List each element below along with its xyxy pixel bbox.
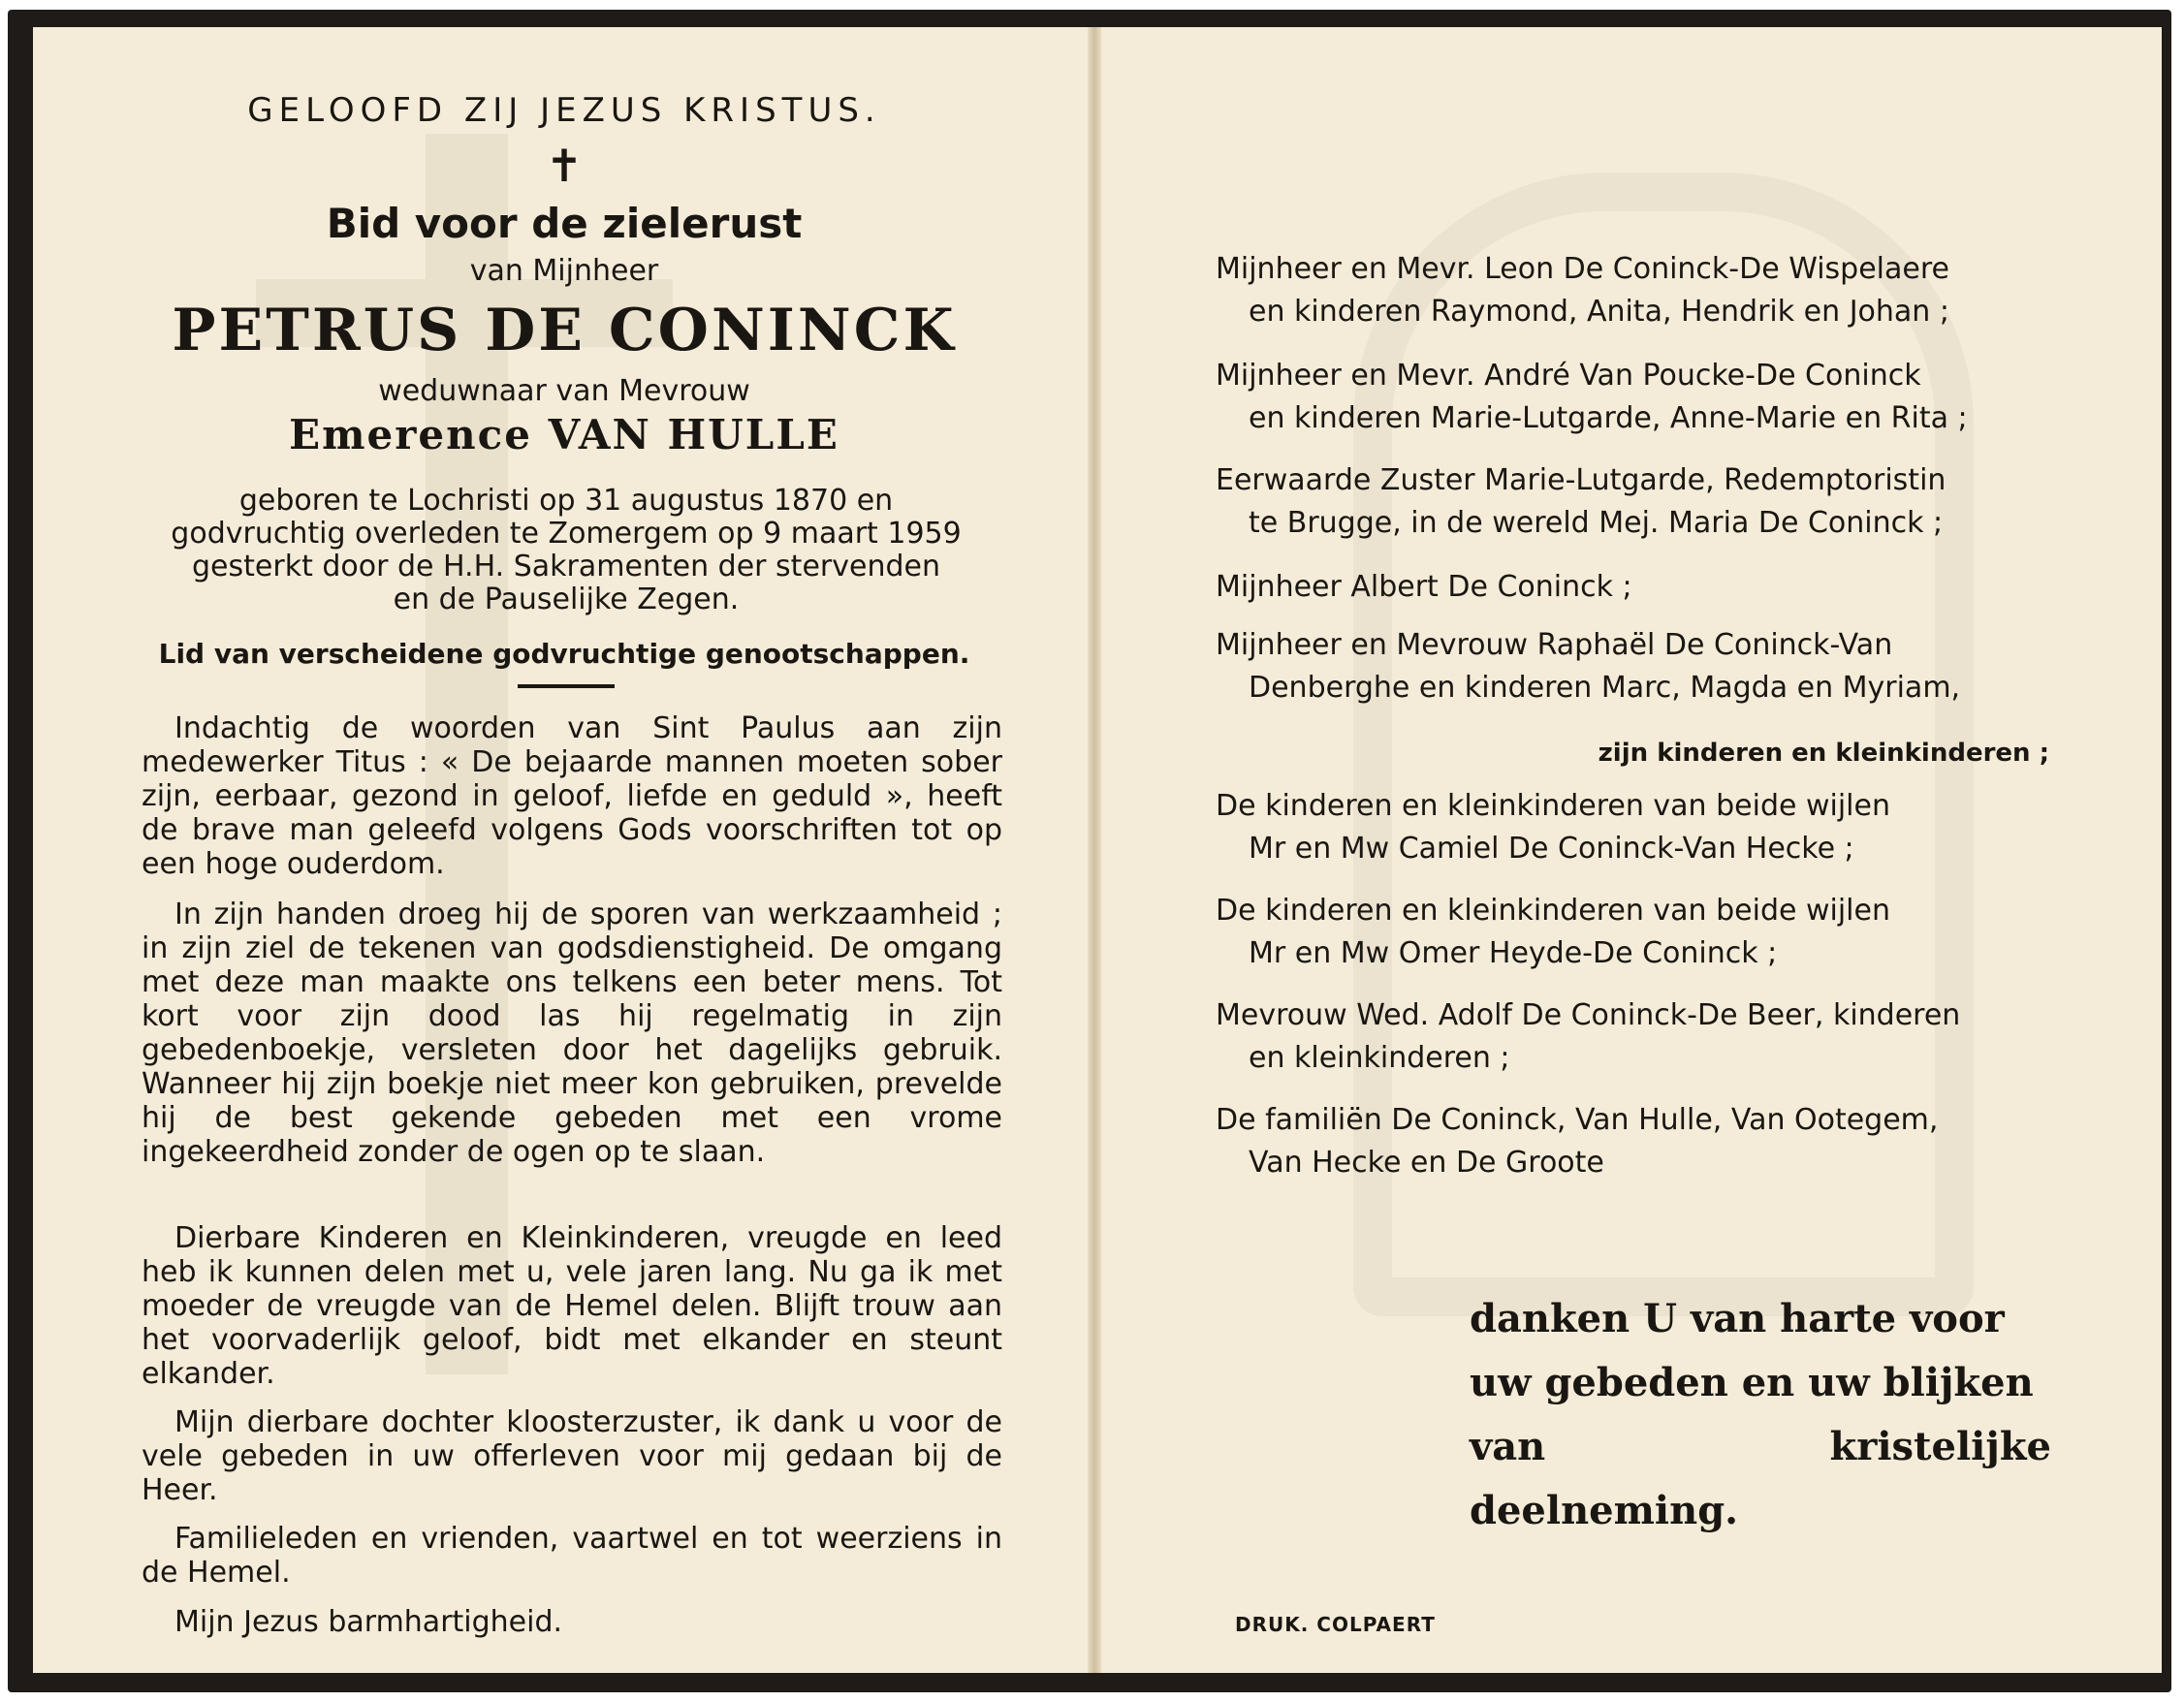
children-note: zijn kinderen en kleinkinderen ; xyxy=(1598,739,2049,768)
paragraph: Mijn Jezus barmhartigheid. xyxy=(174,1605,563,1639)
family-entry xyxy=(1216,890,2049,975)
family-line: Denberghe en kinderen Marc, Magda en Myriam, xyxy=(1249,671,1961,705)
right-page xyxy=(1101,27,2162,1673)
family-line: Van Hecke en De Groote xyxy=(1249,1146,1604,1180)
thanks-block xyxy=(1470,1287,2051,1543)
spouse-name: Emerence VAN HULLE xyxy=(289,411,839,458)
family-line: Mijnheer Albert De Coninck ; xyxy=(1216,570,1632,604)
family-line: De kinderen en kleinkinderen van beide wijlen xyxy=(1216,894,1890,928)
family-line: en kleinkinderen ; xyxy=(1249,1041,1510,1075)
memorial-card xyxy=(8,10,2171,1692)
family-line: en kinderen Marie-Lutgarde, Anne-Marie en Rita ; xyxy=(1249,401,1968,435)
family-entry xyxy=(1216,785,2049,870)
family-line: Mijnheer en Mevr. André Van Poucke-De Coninck xyxy=(1216,359,1921,393)
card-fold xyxy=(1088,27,1101,1673)
family-line: Mevrouw Wed. Adolf De Coninck-De Beer, kinderen xyxy=(1216,998,1961,1032)
thanks-line: danken U van harte voor xyxy=(1470,1296,2005,1341)
family-entry xyxy=(1216,624,2049,709)
paragraph: Mijn dierbare dochter kloosterzuster, ik dank u voor de vele gebeden in uw offerleven voor mij gedaan bij de Heer. xyxy=(142,1405,1002,1507)
family-line: Mijnheer en Mevrouw Raphaël De Coninck-Van xyxy=(1216,628,1893,662)
family-line: Mr en Mw Omer Heyde-De Coninck ; xyxy=(1249,936,1778,970)
prayer-title: Bid voor de zielerust xyxy=(326,200,803,247)
family-line: Mr en Mw Camiel De Coninck-Van Hecke ; xyxy=(1249,832,1854,866)
divider xyxy=(518,684,615,688)
detail-line: godvruchtig overleden te Zomergem op 9 maart 1959 xyxy=(171,517,962,551)
detail-line: en de Pauselijke Zegen. xyxy=(393,583,740,616)
thanks-line: uw gebeden en uw blijken xyxy=(1470,1360,2034,1405)
family-entry xyxy=(1216,994,2049,1080)
widower-line: weduwnaar van Mevrouw xyxy=(378,374,750,408)
cross-icon: ✝ xyxy=(545,140,584,192)
title-line: van Mijnheer xyxy=(469,254,659,288)
family-entry xyxy=(1216,1099,2049,1184)
paragraph: Familieleden en vrienden, vaartwel en tot weerziens in de Hemel. xyxy=(142,1522,1002,1590)
family-entry xyxy=(1216,459,2049,545)
paragraph: In zijn handen droeg hij de sporen van werkzaamheid ; in zijn ziel de tekenen van godsdienstigheid. De omgang met deze man maakte ons telkens een beter mens. Tot kort voor zijn dood las hij regelmatig in zijn gebedenboekje, versleten door het dagelijks gebruik. Wanneer hij zijn boekje niet meer kon gebruiken, prevelde hij de best gekende gebeden met een vrome ingekeerdheid zonder de ogen op te slaan. xyxy=(142,898,1002,1169)
family-line: Mijnheer en Mevr. Leon De Coninck-De Wispelaere xyxy=(1216,252,1949,286)
birth-death-details xyxy=(140,485,993,616)
printer-credit: DRUK. COLPAERT xyxy=(1235,1613,1436,1636)
family-line: en kinderen Raymond, Anita, Hendrik en Johan ; xyxy=(1249,295,1949,329)
family-entry xyxy=(1216,248,2049,333)
family-entry xyxy=(1216,566,2049,609)
detail-line: geboren te Lochristi op 31 augustus 1870 en xyxy=(238,484,894,518)
paragraph: Indachtig de woorden van Sint Paulus aan zijn medewerker Titus : « De bejaarde mannen moeten sober zijn, eerbaar, gezond in geloof, liefde en geduld », heeft de brave man geleefd volgens Gods voorschriften tot op een hoge ouderdom. xyxy=(142,711,1002,881)
heading: GELOOFD ZIJ JEZUS KRISTUS. xyxy=(247,91,881,130)
family-line: te Brugge, in de wereld Mej. Maria De Coninck ; xyxy=(1249,506,1944,540)
family-line: De kinderen en kleinkinderen van beide wijlen xyxy=(1216,789,1890,823)
thanks-line: van kristelijke deelneming. xyxy=(1470,1424,2051,1533)
membership-line: Lid van verscheidene godvruchtige genootschappen. xyxy=(158,638,970,670)
detail-line: gesterkt door de H.H. Sakramenten der stervenden xyxy=(192,550,940,583)
family-line: Eerwaarde Zuster Marie-Lutgarde, Redemptoristin xyxy=(1216,463,1947,497)
left-page xyxy=(33,27,1095,1673)
family-line: De familiën De Coninck, Van Hulle, Van Ootegem, xyxy=(1216,1103,1939,1137)
family-entry xyxy=(1216,355,2049,440)
deceased-name: PETRUS DE CONINCK xyxy=(172,297,957,364)
paragraph: Dierbare Kinderen en Kleinkinderen, vreugde en leed heb ik kunnen delen met u, vele jaren lang. Nu ga ik met moeder de vreugde van de Hemel delen. Blijft trouw aan het voorvaderlijk geloof, bidt met elkander en steunt elkander. xyxy=(142,1221,1002,1391)
